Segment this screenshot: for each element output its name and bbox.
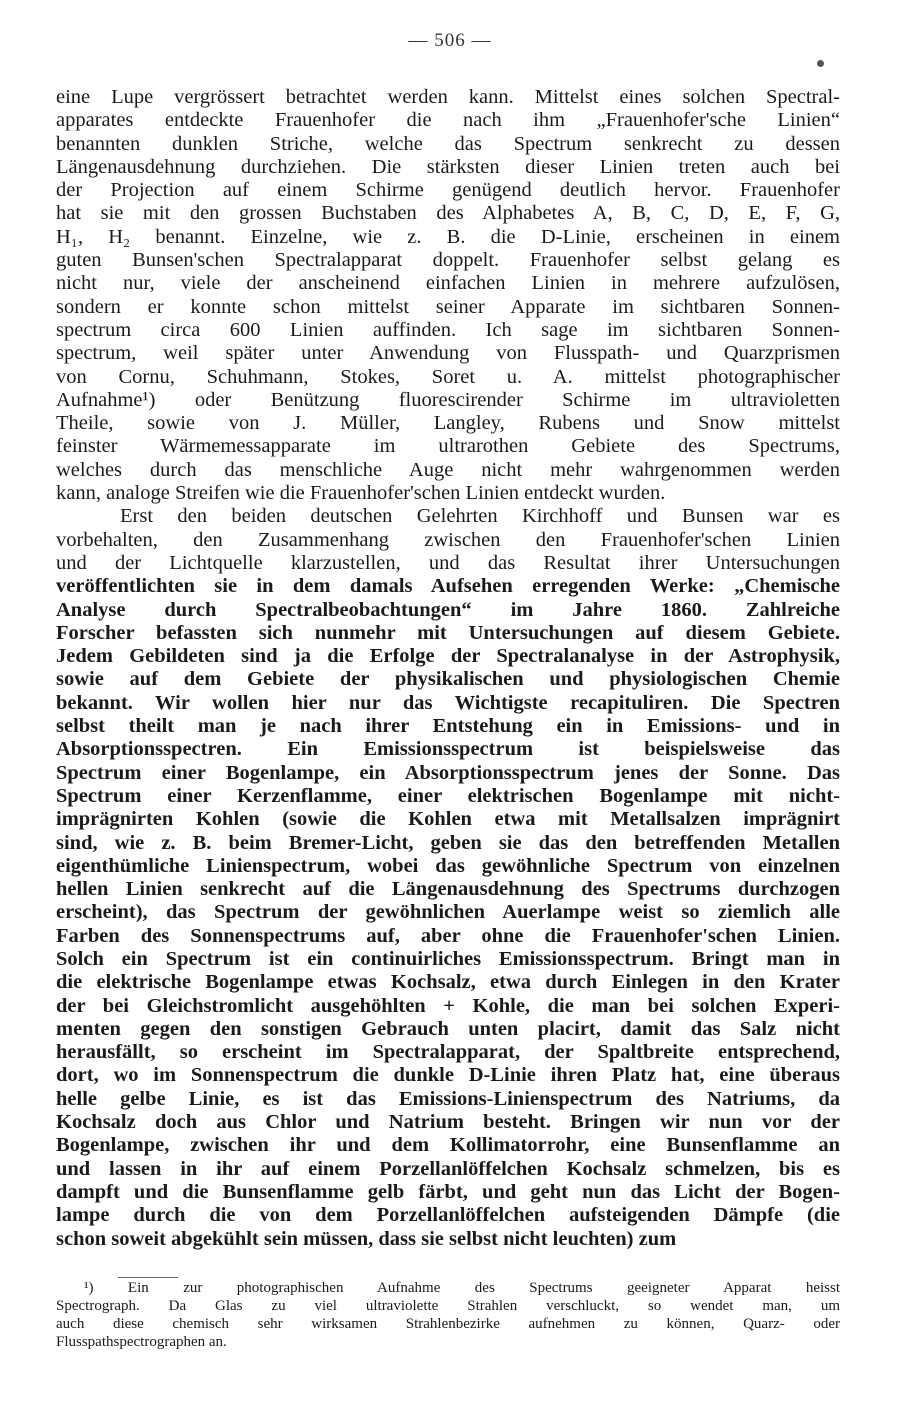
footnotes [56,1279,840,1351]
ink-speck [817,60,824,67]
text-line: nicht nur, viele der anscheinend einfachen Linien in mehrere aufzulösen, [56,272,840,295]
text-line: guten Bunsen'schen Spectralapparat doppelt. Frauenhofer selbst gelang es [56,249,840,272]
text-line: Solch ein Spectrum ist ein continuirliches Emissionsspectrum. Bringt man in [56,947,840,970]
text-line: Absorptionsspectren. Ein Emissionsspectrum ist beispielsweise das [56,738,840,761]
text-line: apparates entdeckte Frauenhofer die nach ihm „Frauenhofer'sche Linien“ [56,109,840,132]
text-line: Aufnahme¹) oder Benützung fluorescirender Schirme im ultravioletten [56,388,840,411]
footnote-line: auch diese chemisch sehr wirksamen Strahlenbezirke aufnehmen zu können, Quarz- oder [56,1316,840,1332]
text-line: von Cornu, Schuhmann, Stokes, Soret u. A. mittelst photographischer [56,365,840,388]
text-line: Analyse durch Spectralbeobachtungen“ im Jahre 1860. Zahlreiche [56,598,840,621]
page-number: — 506 — [408,30,492,51]
text-line: feinster Wärmemessapparate im ultrarothen Gebiete des Spectrums, [56,435,840,458]
text-line: benannten dunklen Striche, welche das Spectrum senkrecht zu dessen [56,132,840,155]
text-line: hat sie mit den grossen Buchstaben des Alphabetes A, B, C, D, E, F, G, [56,202,840,225]
text-line: Spectrum einer Bogenlampe, ein Absorptionsspectrum jenes der Sonne. Das [56,761,840,784]
text-line: dort, wo im Sonnenspectrum die dunkle D-Linie ihren Platz hat, eine überaus [56,1064,840,1087]
text-line: Theile, sowie von J. Müller, Langley, Rubens und Snow mittelst [56,412,840,435]
text-line: Forscher befassten sich nunmehr mit Untersuchungen auf diesem Gebiete. [56,621,840,644]
text-line: lampe durch die von dem Porzellanlöffelchen aufsteigenden Dämpfe (die [56,1204,840,1227]
text-line: H₁, H₂ benannt. Einzelne, wie z. B. die D-Linie, erscheinen in einem [56,225,840,248]
text-line: und der Lichtquelle klarzustellen, und das Resultat ihrer Untersuchungen [56,551,840,574]
text-line: der bei Gleichstromlicht ausgehöhlten + Kohle, die man bei solchen Experi- [56,994,840,1017]
text-line: dampft und die Bunsenflamme gelb färbt, und geht nun das Licht der Bogen- [56,1180,840,1203]
text-line: Bogenlampe, zwischen ihr und dem Kollimatorrohr, eine Bunsenflamme an [56,1134,840,1157]
text-line: vorbehalten, den Zusammenhang zwischen den Frauenhofer'schen Linien [56,528,840,551]
text-line: imprägnirten Kohlen (sowie die Kohlen etwa mit Metallsalzen imprägnirt [56,808,840,831]
text-line: spectrum circa 600 Linien auffinden. Ich sage im sichtbaren Sonnen- [56,318,840,341]
body-text [56,86,840,1251]
text-line: welches durch das menschliche Auge nicht mehr wahrgenommen werden [56,458,840,481]
text-line: der Projection auf einem Schirme genügend deutlich hervor. Frauenhofer [56,179,840,202]
text-line: Spectrum einer Kerzenflamme, einer elektrischen Bogenlampe mit nicht- [56,784,840,807]
text-line: Kochsalz doch aus Chlor und Natrium besteht. Bringen wir nun vor der [56,1111,840,1134]
text-line: hellen Linien senkrecht auf die Längenausdehnung des Spectrums durchzogen [56,878,840,901]
text-line: kann, analoge Streifen wie die Frauenhofer'schen Linien entdeckt wurden. [56,482,666,505]
footnote-line: Flusspathspectrographen an. [56,1334,227,1350]
text-line: helle gelbe Linie, es ist das Emissions-Linienspectrum des Natriums, da [56,1087,840,1110]
text-line: menten gegen den sonstigen Gebrauch unten placirt, damit das Salz nicht [56,1017,840,1040]
text-line: und lassen in ihr auf einem Porzellanlöffelchen Kochsalz schmelzen, bis es [56,1157,840,1180]
text-line: die elektrische Bogenlampe etwas Kochsalz, etwa durch Einlegen in den Krater [56,971,840,994]
text-line: erscheint), das Spectrum der gewöhnlichen Auerlampe weist so ziemlich alle [56,901,840,924]
text-line: eigenthümliche Linienspectrum, wobei das gewöhnliche Spectrum von einzelnen [56,854,840,877]
text-line: sowie auf dem Gebiete der physikalischen und physiologischen Chemie [56,668,840,691]
text-line: Jedem Gebildeten sind ja die Erfolge der Spectralanalyse in der Astrophysik, [56,645,840,668]
text-line: bekannt. Wir wollen hier nur das Wichtigste recapituliren. Die Spectren [56,691,840,714]
text-line: Farben des Sonnenspectrums auf, aber ohne die Frauenhofer'schen Linien. [56,924,840,947]
footnote-line: ¹) Ein zur photographischen Aufnahme des Spectrums geeigneter Apparat heisst [84,1280,840,1296]
footnote-separator [118,1277,178,1278]
text-line: sind, wie z. B. beim Bremer-Licht, geben sie das den betreffenden Metallen [56,831,840,854]
text-line: Längenausdehnung durchziehen. Die stärksten dieser Linien treten auch bei [56,155,840,178]
text-line: schon soweit abgekühlt sein müssen, dass sie selbst nicht leuchten) zum [56,1227,677,1250]
text-line: spectrum, weil später unter Anwendung von Flusspath- und Quarzprismen [56,342,840,365]
text-line: herausfällt, so erscheint im Spectralapparat, der Spaltbreite entsprechend, [56,1041,840,1064]
text-line: veröffentlichten sie in dem damals Aufsehen erregenden Werke: „Chemische [56,575,840,598]
footnote-line: Spectrograph. Da Glas zu viel ultraviolette Strahlen verschluckt, so wendet man, um [56,1298,840,1314]
text-line: selbst theilt man je nach ihrer Entstehung ein in Emissions- und in [56,715,840,738]
text-line: eine Lupe vergrössert betrachtet werden kann. Mittelst eines solchen Spectral- [56,86,840,108]
paragraph-first-line: Erst den beiden deutschen Gelehrten Kirchhoff und Bunsen war es [120,505,840,528]
text-line: sondern er konnte schon mittelst seiner Apparate im sichtbaren Sonnen- [56,295,840,318]
